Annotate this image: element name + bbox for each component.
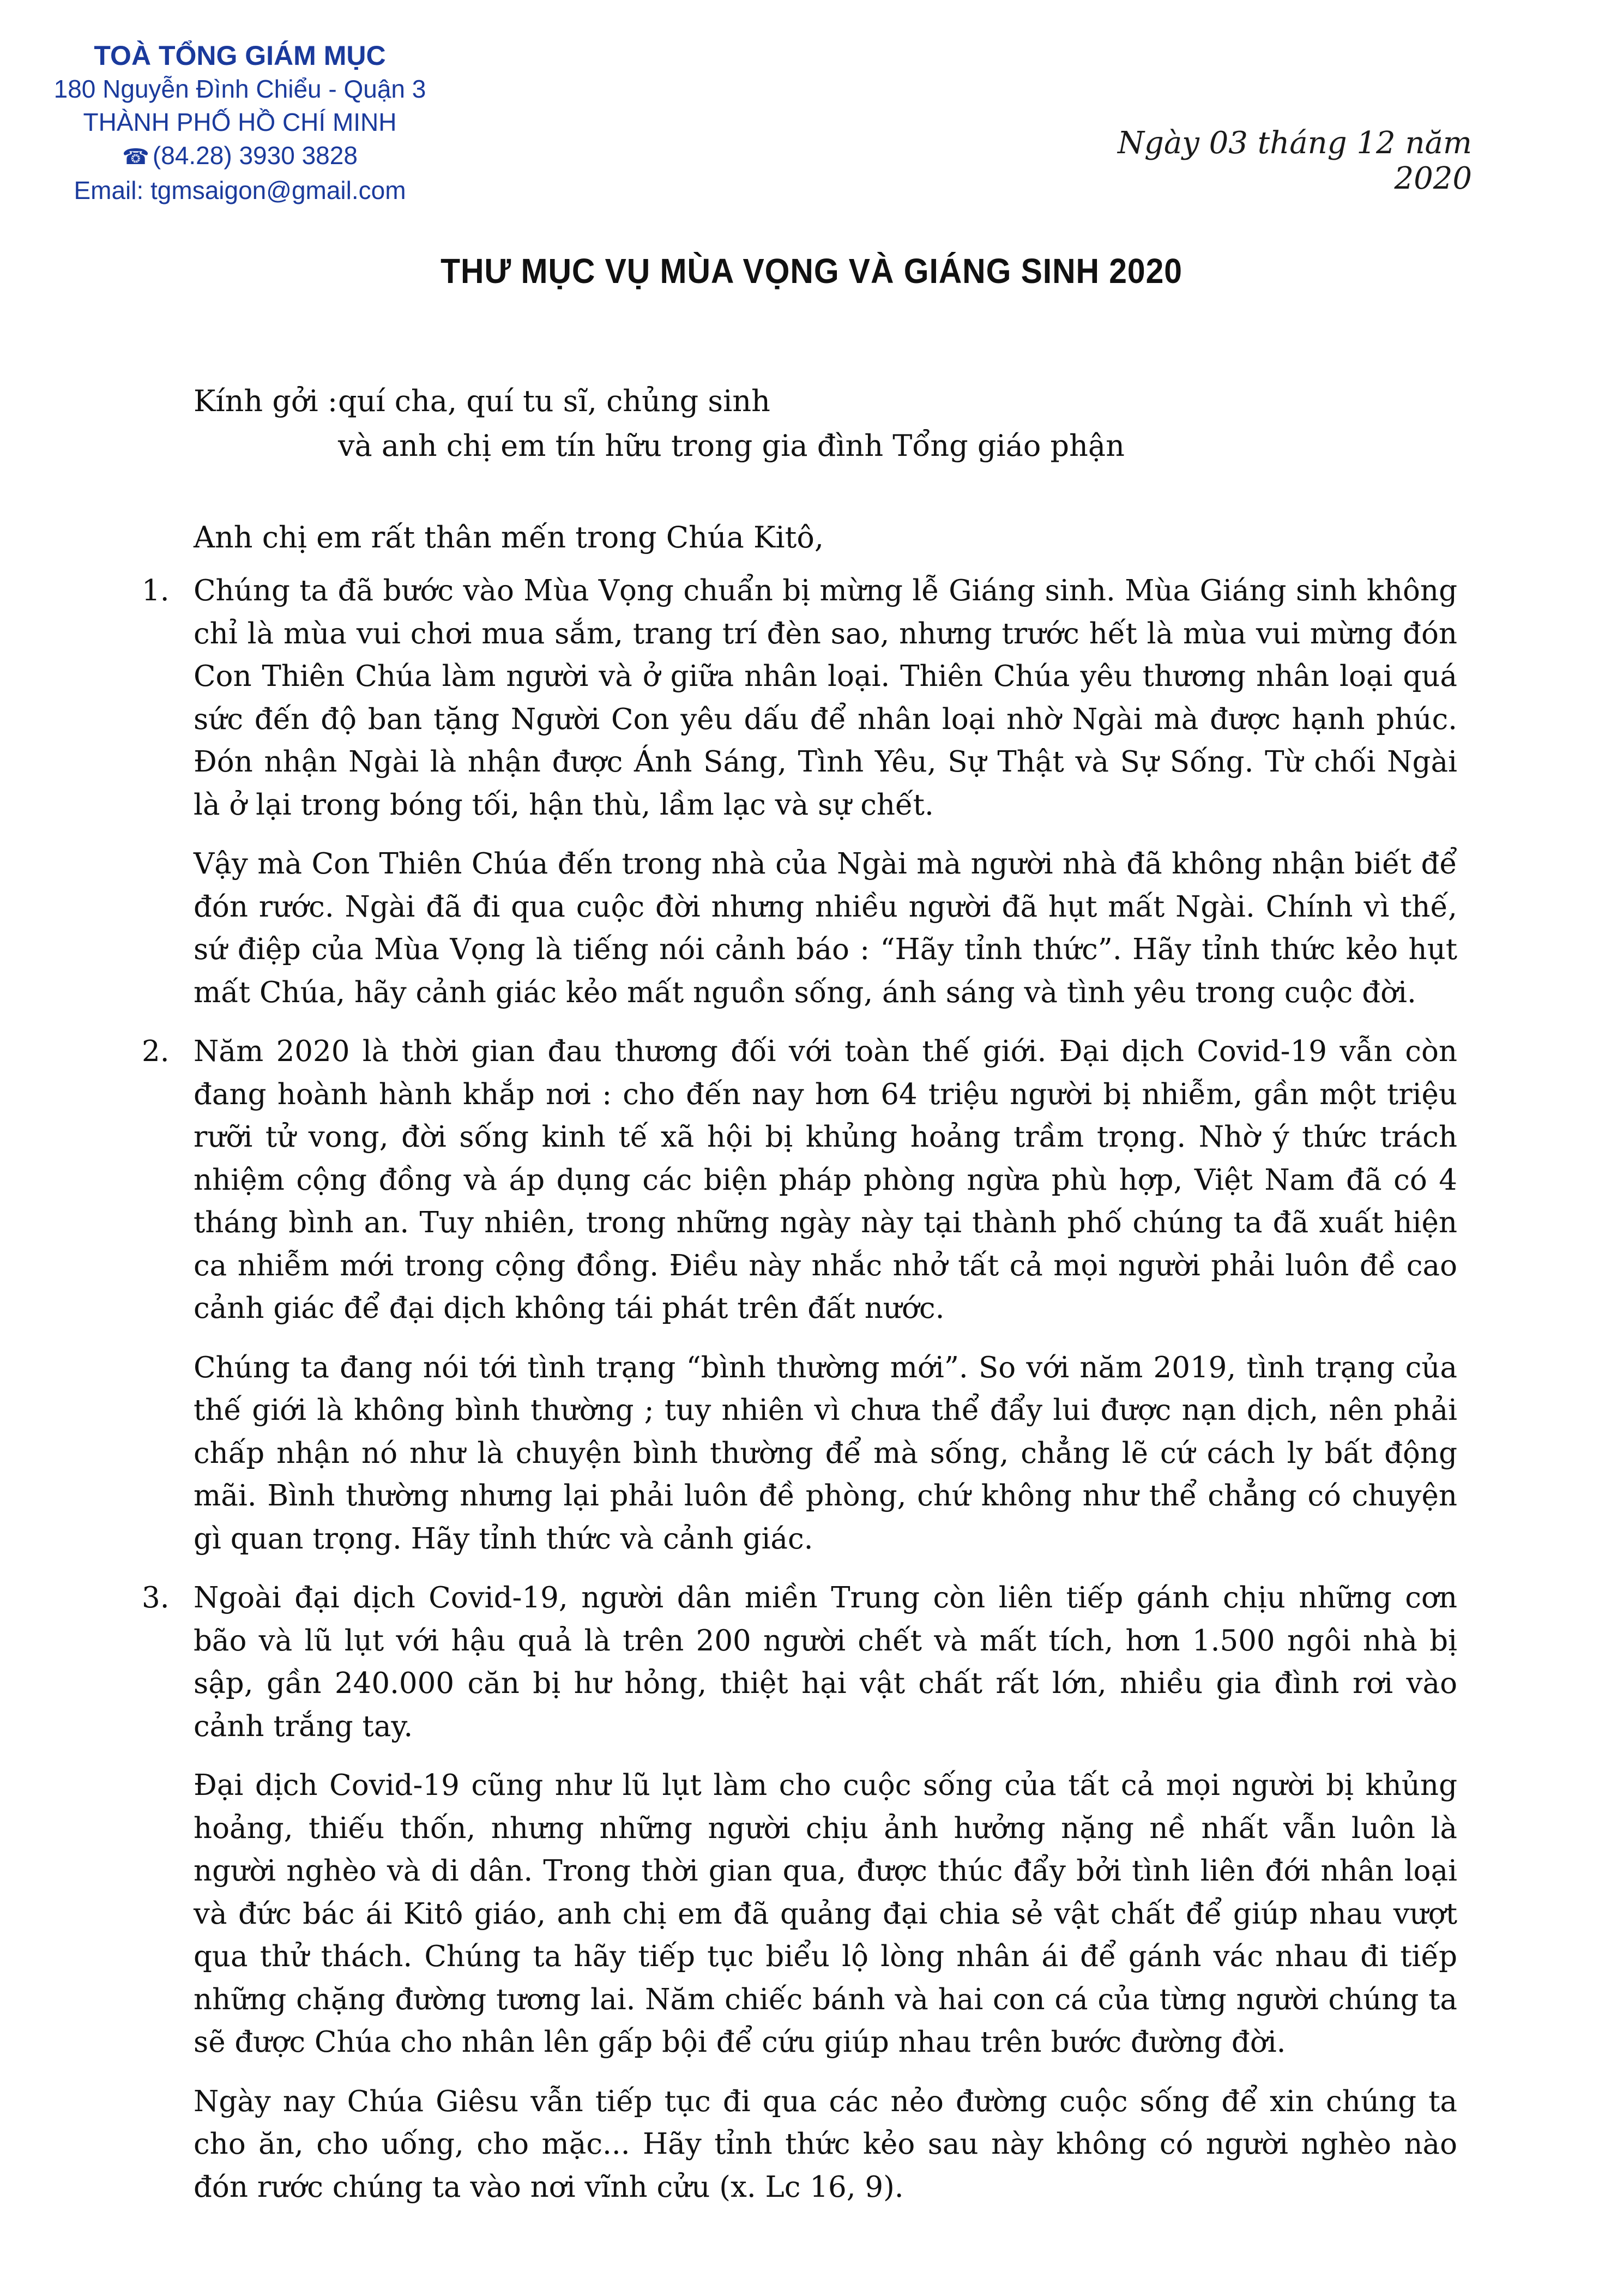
- street-address: 180 Nguyễn Đình Chiểu - Quận 3: [53, 75, 426, 103]
- section-1: [142, 570, 1457, 1014]
- paragraph: Ngày nay Chúa Giêsu vẫn tiếp tục đi qua các nẻo đường cuộc sống để xin chúng ta cho ăn, cho uống, cho mặc... Hãy tỉnh thức kẻo sau này không có người nghèo nào đón rước chúng ta vào nơi vĩnh cửu (x. Lc 16, 9).: [194, 2084, 1457, 2204]
- addressee-line-2: và anh chị em tín hữu trong gia đình Tổng giáo phận: [338, 429, 1125, 463]
- paragraph: Ngoài đại dịch Covid-19, người dân miền Trung còn liên tiếp gánh chịu những cơn bão và lũ lụt với hậu quả là trên 200 người chết và mất tích, hơn 1.500 ngôi nhà bị sập, gần 240.000 căn bị hư hỏng, thiệt hại vật chất rất lớn, nhiều gia đình rơi vào cảnh trắng tay.: [194, 1581, 1457, 1743]
- city-name: THÀNH PHỐ HỒ CHÍ MINH: [83, 108, 397, 136]
- phone-line: [33, 139, 447, 174]
- addressee-line-1: quí cha, quí tu sĩ, chủng sinh: [338, 384, 770, 418]
- letterhead: [33, 39, 447, 207]
- section-number: 1.: [142, 574, 170, 607]
- letter-title: THƯ MỤC VỤ MÙA VỌNG VÀ GIÁNG SINH 2020: [441, 251, 1182, 291]
- section-number: 2.: [142, 1035, 170, 1068]
- section-2: [142, 1031, 1457, 1560]
- paragraph: Vậy mà Con Thiên Chúa đến trong nhà của Ngài mà người nhà đã không nhận biết để đón rước. Ngài đã đi qua cuộc đời nhưng nhiều người đã hụt mất Ngài. Chính vì thế, sứ điệp của Mùa Vọng là tiếng nói cảnh báo : “Hãy tỉnh thức”. Hãy tỉnh thức kẻo hụt mất Chúa, hãy cảnh giác kẻo mất nguồn sống, ánh sáng và tình yêu trong cuộc đời.: [194, 847, 1457, 1009]
- paragraph: Chúng ta đang nói tới tình trạng “bình thường mới”. So với năm 2019, tình trạng của thế giới là không bình thường ; tuy nhiên vì chưa thể đẩy lui được nạn dịch, nên phải chấp nhận nó như là chuyện bình thường để mà sống, chẳng lẽ cứ cách ly bất động mãi. Bình thường nhưng lại phải luôn đề phòng, chứ không như thể chẳng có chuyện gì quan trọng. Hãy tỉnh thức và cảnh giác.: [194, 1351, 1457, 1556]
- letter-body: [142, 570, 1457, 2225]
- salutation: Anh chị em rất thân mến trong Chúa Kitô,: [194, 520, 824, 555]
- organization-name: TOÀ TỔNG GIÁM MỤC: [94, 40, 386, 71]
- email-line: Email: tgmsaigon@gmail.com: [74, 176, 406, 204]
- phone-number: (84.28) 3930 3828: [152, 141, 358, 170]
- telephone-icon: ☎: [122, 145, 149, 169]
- paragraph: Chúng ta đã bước vào Mùa Vọng chuẩn bị mừng lễ Giáng sinh. Mùa Giáng sinh không chỉ là mùa vui chơi mua sắm, trang trí đèn sao, nhưng trước hết là mùa vui mừng đón Con Thiên Chúa làm người và ở giữa nhân loại. Thiên Chúa yêu thương nhân loại quá sức đến độ ban tặng Người Con yêu dấu để nhân loại nhờ Ngài mà được hạnh phúc. Đón nhận Ngài là nhận được Ánh Sáng, Tình Yêu, Sự Thật và Sự Sống. Từ chối Ngài là ở lại trong bóng tối, hận thù, lầm lạc và sự chết.: [194, 574, 1457, 822]
- addressee-block: [194, 379, 1447, 468]
- section-3: [142, 1577, 1457, 2209]
- paragraph: Đại dịch Covid-19 cũng như lũ lụt làm cho cuộc sống của tất cả mọi người bị khủng hoảng, thiếu thốn, nhưng những người chịu ảnh hưởng nặng nề nhất vẫn luôn là người nghèo và di dân. Trong thời gian qua, được thúc đẩy bởi tình liên đới nhân loại và đức bác ái Kitô giáo, anh chị em đã quảng đại chia sẻ vật chất để giúp nhau vượt qua thử thách. Chúng ta hãy tiếp tục biểu lộ lòng nhân ái để gánh vác nhau đi tiếp những chặng đường tương lai. Năm chiếc bánh và hai con cá của từng người chúng ta sẽ được Chúa cho nhân lên gấp bội để cứu giúp nhau trên bước đường đời.: [194, 1769, 1457, 2059]
- paragraph: Năm 2020 là thời gian đau thương đối với toàn thế giới. Đại dịch Covid-19 vẫn còn đang hoành hành khắp nơi : cho đến nay hơn 64 triệu người bị nhiễm, gần một triệu rưỡi tử vong, đời sống kinh tế xã hội bị khủng hoảng trầm trọng. Nhờ ý thức trách nhiệm cộng đồng và áp dụng các biện pháp phòng ngừa phù hợp, Việt Nam đã có 4 tháng bình an. Tuy nhiên, trong những ngày này tại thành phố chúng ta đã xuất hiện ca nhiễm mới trong cộng đồng. Điều này nhắc nhở tất cả mọi người phải luôn đề cao cảnh giác để đại dịch không tái phát trên đất nước.: [194, 1035, 1457, 1325]
- section-number: 3.: [142, 1581, 170, 1614]
- letter-date: Ngày 03 tháng 12 năm 2020: [1117, 125, 1472, 196]
- addressee-label: Kính gởi :: [194, 384, 338, 418]
